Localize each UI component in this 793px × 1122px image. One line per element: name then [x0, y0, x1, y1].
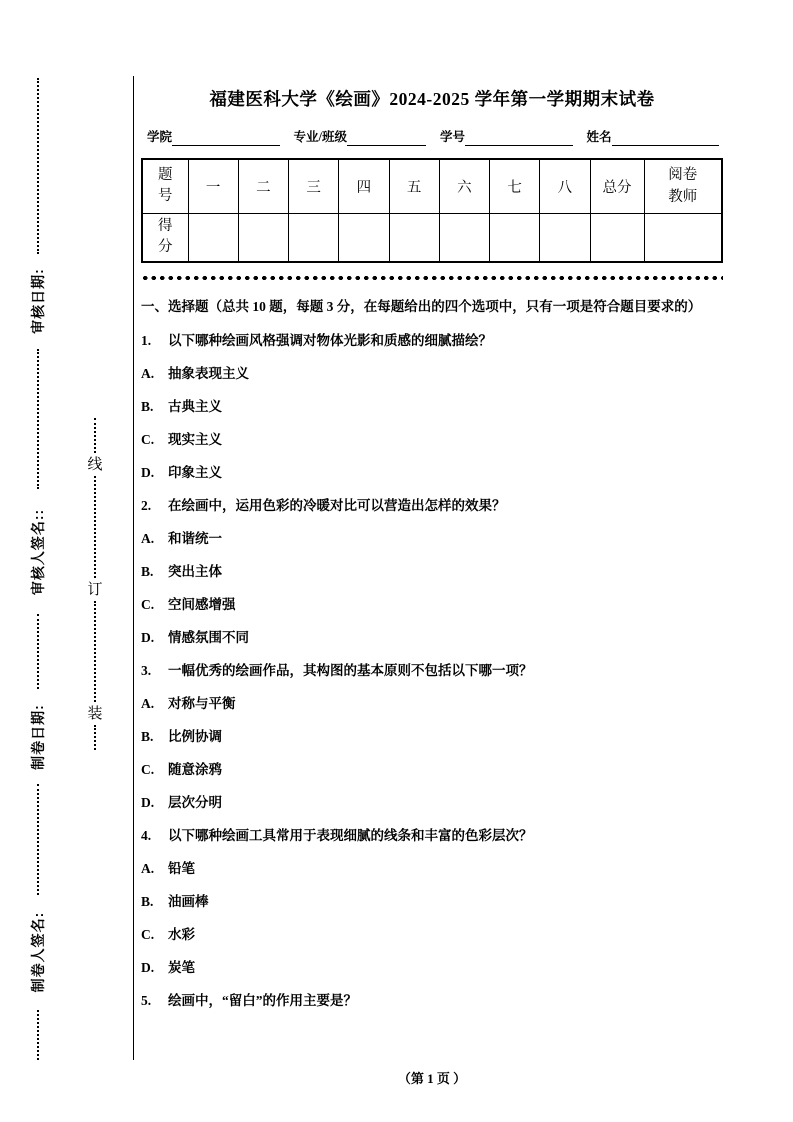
col-header-3: 三 — [289, 159, 339, 213]
dotted-line-segment — [94, 601, 96, 702]
option-letter: D. — [141, 959, 155, 975]
option-letter: C. — [141, 431, 155, 447]
question-number: 1. — [141, 332, 152, 348]
option-line — [141, 462, 723, 483]
name-field — [587, 127, 720, 146]
content-left-rule — [133, 76, 134, 1060]
question-number: 5. — [141, 992, 152, 1008]
score-table-score-row — [142, 213, 722, 262]
option-text: 和谐统一 — [168, 530, 222, 546]
question-text-line — [141, 330, 723, 351]
option-text: 水彩 — [168, 926, 195, 942]
option-letter: A. — [141, 695, 155, 711]
option-letter: C. — [141, 761, 155, 777]
option-text: 炭笔 — [168, 959, 195, 975]
student-id-input-blank[interactable] — [465, 130, 572, 146]
score-cell[interactable] — [188, 213, 238, 262]
review-date-label — [24, 254, 52, 349]
college-input-blank[interactable] — [172, 130, 279, 146]
option-text: 现实主义 — [168, 431, 222, 447]
option-line — [141, 792, 723, 813]
option-text: 油画棒 — [168, 893, 209, 909]
option-letter: D. — [141, 629, 155, 645]
paper-maker-signature-label — [24, 895, 52, 1010]
question-text-line — [141, 495, 723, 516]
exam-content — [141, 80, 723, 1023]
option-line — [141, 528, 723, 549]
name-label: 姓名 — [586, 130, 612, 144]
col-header-8: 八 — [540, 159, 590, 213]
binding-char-zhuang: 装 — [87, 704, 103, 722]
score-cell[interactable] — [540, 213, 590, 262]
option-letter: C. — [141, 596, 155, 612]
option-letter: B. — [141, 398, 154, 414]
question-number: 3. — [141, 662, 152, 678]
review-date-label-text: 审核日期: — [30, 268, 46, 334]
col-header-grader — [644, 159, 722, 213]
option-text: 古典主义 — [168, 398, 222, 414]
questions-list — [141, 330, 723, 1011]
question-number-header-text: 题号 — [158, 166, 173, 205]
col-header-4: 四 — [339, 159, 389, 213]
score-cell[interactable] — [490, 213, 540, 262]
option-line — [141, 726, 723, 747]
reviewer-signature-label — [24, 489, 52, 614]
reviewer-signature-label-text: 审核人签名:: — [30, 508, 46, 595]
col-header-2: 二 — [238, 159, 288, 213]
page-number-footer: （第 1 页 ） — [397, 1071, 467, 1086]
dotted-line-segment — [37, 784, 39, 894]
option-line — [141, 627, 723, 648]
option-text: 层次分明 — [168, 794, 222, 810]
score-row-label-text: 得分 — [158, 217, 173, 256]
option-line — [141, 957, 723, 978]
score-table — [141, 158, 723, 263]
dotted-line-segment — [37, 1010, 39, 1060]
question-block — [141, 330, 723, 483]
option-letter: B. — [141, 563, 154, 579]
option-line — [141, 693, 723, 714]
dotted-separator — [141, 275, 723, 281]
question-number: 4. — [141, 827, 152, 843]
binding-char-xian: 线 — [87, 456, 103, 474]
option-letter: C. — [141, 926, 155, 942]
score-cell[interactable] — [238, 213, 288, 262]
dotted-line-segment — [37, 78, 39, 254]
question-text-line — [141, 660, 723, 681]
option-letter: A. — [141, 860, 155, 876]
question-text: 一幅优秀的绘画作品，其构图的基本原则不包括以下哪一项？ — [168, 662, 533, 678]
dotted-line-segment — [37, 614, 39, 689]
option-text: 抽象表现主义 — [168, 365, 249, 381]
college-label: 学院 — [147, 130, 173, 144]
option-text: 对称与平衡 — [168, 695, 236, 711]
score-cell[interactable] — [389, 213, 439, 262]
option-text: 突出主体 — [168, 563, 222, 579]
major-class-field — [294, 127, 427, 146]
score-cell[interactable] — [439, 213, 489, 262]
question-text: 在绘画中，运用色彩的冷暖对比可以营造出怎样的效果？ — [168, 497, 506, 513]
option-text: 铅笔 — [168, 860, 195, 876]
option-letter: A. — [141, 530, 155, 546]
option-line — [141, 759, 723, 780]
paper-making-date-label — [24, 689, 52, 784]
question-text: 以下哪种绘画工具常用于表现细腻的线条和丰富的色彩层次？ — [168, 827, 533, 843]
col-header-7: 七 — [490, 159, 540, 213]
option-line — [141, 396, 723, 417]
option-letter: A. — [141, 365, 155, 381]
paper-maker-signature-label-text: 制卷人签名: — [30, 911, 46, 993]
grader-header-text: 阅卷教师 — [668, 166, 698, 206]
question-block — [141, 495, 723, 648]
option-text: 随意涂鸦 — [168, 761, 222, 777]
option-letter: D. — [141, 794, 155, 810]
name-input-blank[interactable] — [612, 130, 719, 146]
binding-line-column — [86, 418, 104, 750]
option-line — [141, 363, 723, 384]
dotted-line-segment — [37, 349, 39, 490]
question-block — [141, 825, 723, 978]
option-line — [141, 858, 723, 879]
student-id-field — [440, 127, 573, 146]
page-title: 福建医科大学《绘画》2024-2025 学年第一学期期末试卷 — [209, 89, 655, 109]
score-row-label-cell — [142, 213, 188, 262]
question-number: 2. — [141, 497, 152, 513]
option-letter: B. — [141, 728, 154, 744]
score-cell[interactable] — [339, 213, 389, 262]
col-header-5: 五 — [389, 159, 439, 213]
student-id-label: 学号 — [440, 130, 466, 144]
option-line — [141, 924, 723, 945]
option-text: 比例协调 — [168, 728, 222, 744]
col-header-1: 一 — [188, 159, 238, 213]
question-text-line — [141, 990, 723, 1011]
score-cell[interactable] — [289, 213, 339, 262]
option-line — [141, 561, 723, 582]
dotted-line-segment — [94, 725, 96, 750]
col-header-total: 总分 — [590, 159, 644, 213]
option-text: 印象主义 — [168, 464, 222, 480]
score-table-header-row — [142, 159, 722, 213]
option-text: 情感氛围不同 — [168, 629, 249, 645]
option-line — [141, 594, 723, 615]
score-cell[interactable] — [644, 213, 722, 262]
college-field — [147, 127, 280, 146]
section-heading: 一、选择题（总共 10 题，每题 3 分，在每题给出的四个选项中，只有一项是符合题目要求的） — [141, 299, 702, 314]
question-block — [141, 990, 723, 1011]
paper-making-date-label-text: 制卷日期: — [30, 704, 46, 770]
option-letter: B. — [141, 893, 154, 909]
question-text-line — [141, 825, 723, 846]
binding-char-ding: 订 — [87, 580, 103, 598]
question-number-header-cell — [142, 159, 188, 213]
question-block — [141, 660, 723, 813]
left-margin-label-column — [24, 78, 52, 1060]
dotted-line-segment — [94, 476, 96, 577]
option-line — [141, 891, 723, 912]
dotted-line-segment — [94, 418, 96, 453]
option-line — [141, 429, 723, 450]
student-info-line — [147, 127, 721, 146]
option-text: 空间感增强 — [168, 596, 236, 612]
question-text: 绘画中，“留白”的作用主要是？ — [168, 992, 357, 1008]
option-letter: D. — [141, 464, 155, 480]
col-header-6: 六 — [439, 159, 489, 213]
major-class-input-blank[interactable] — [347, 130, 426, 146]
question-text: 以下哪种绘画风格强调对物体光影和质感的细腻描绘？ — [168, 332, 492, 348]
major-class-label: 专业/班级 — [293, 130, 347, 144]
score-cell[interactable] — [590, 213, 644, 262]
